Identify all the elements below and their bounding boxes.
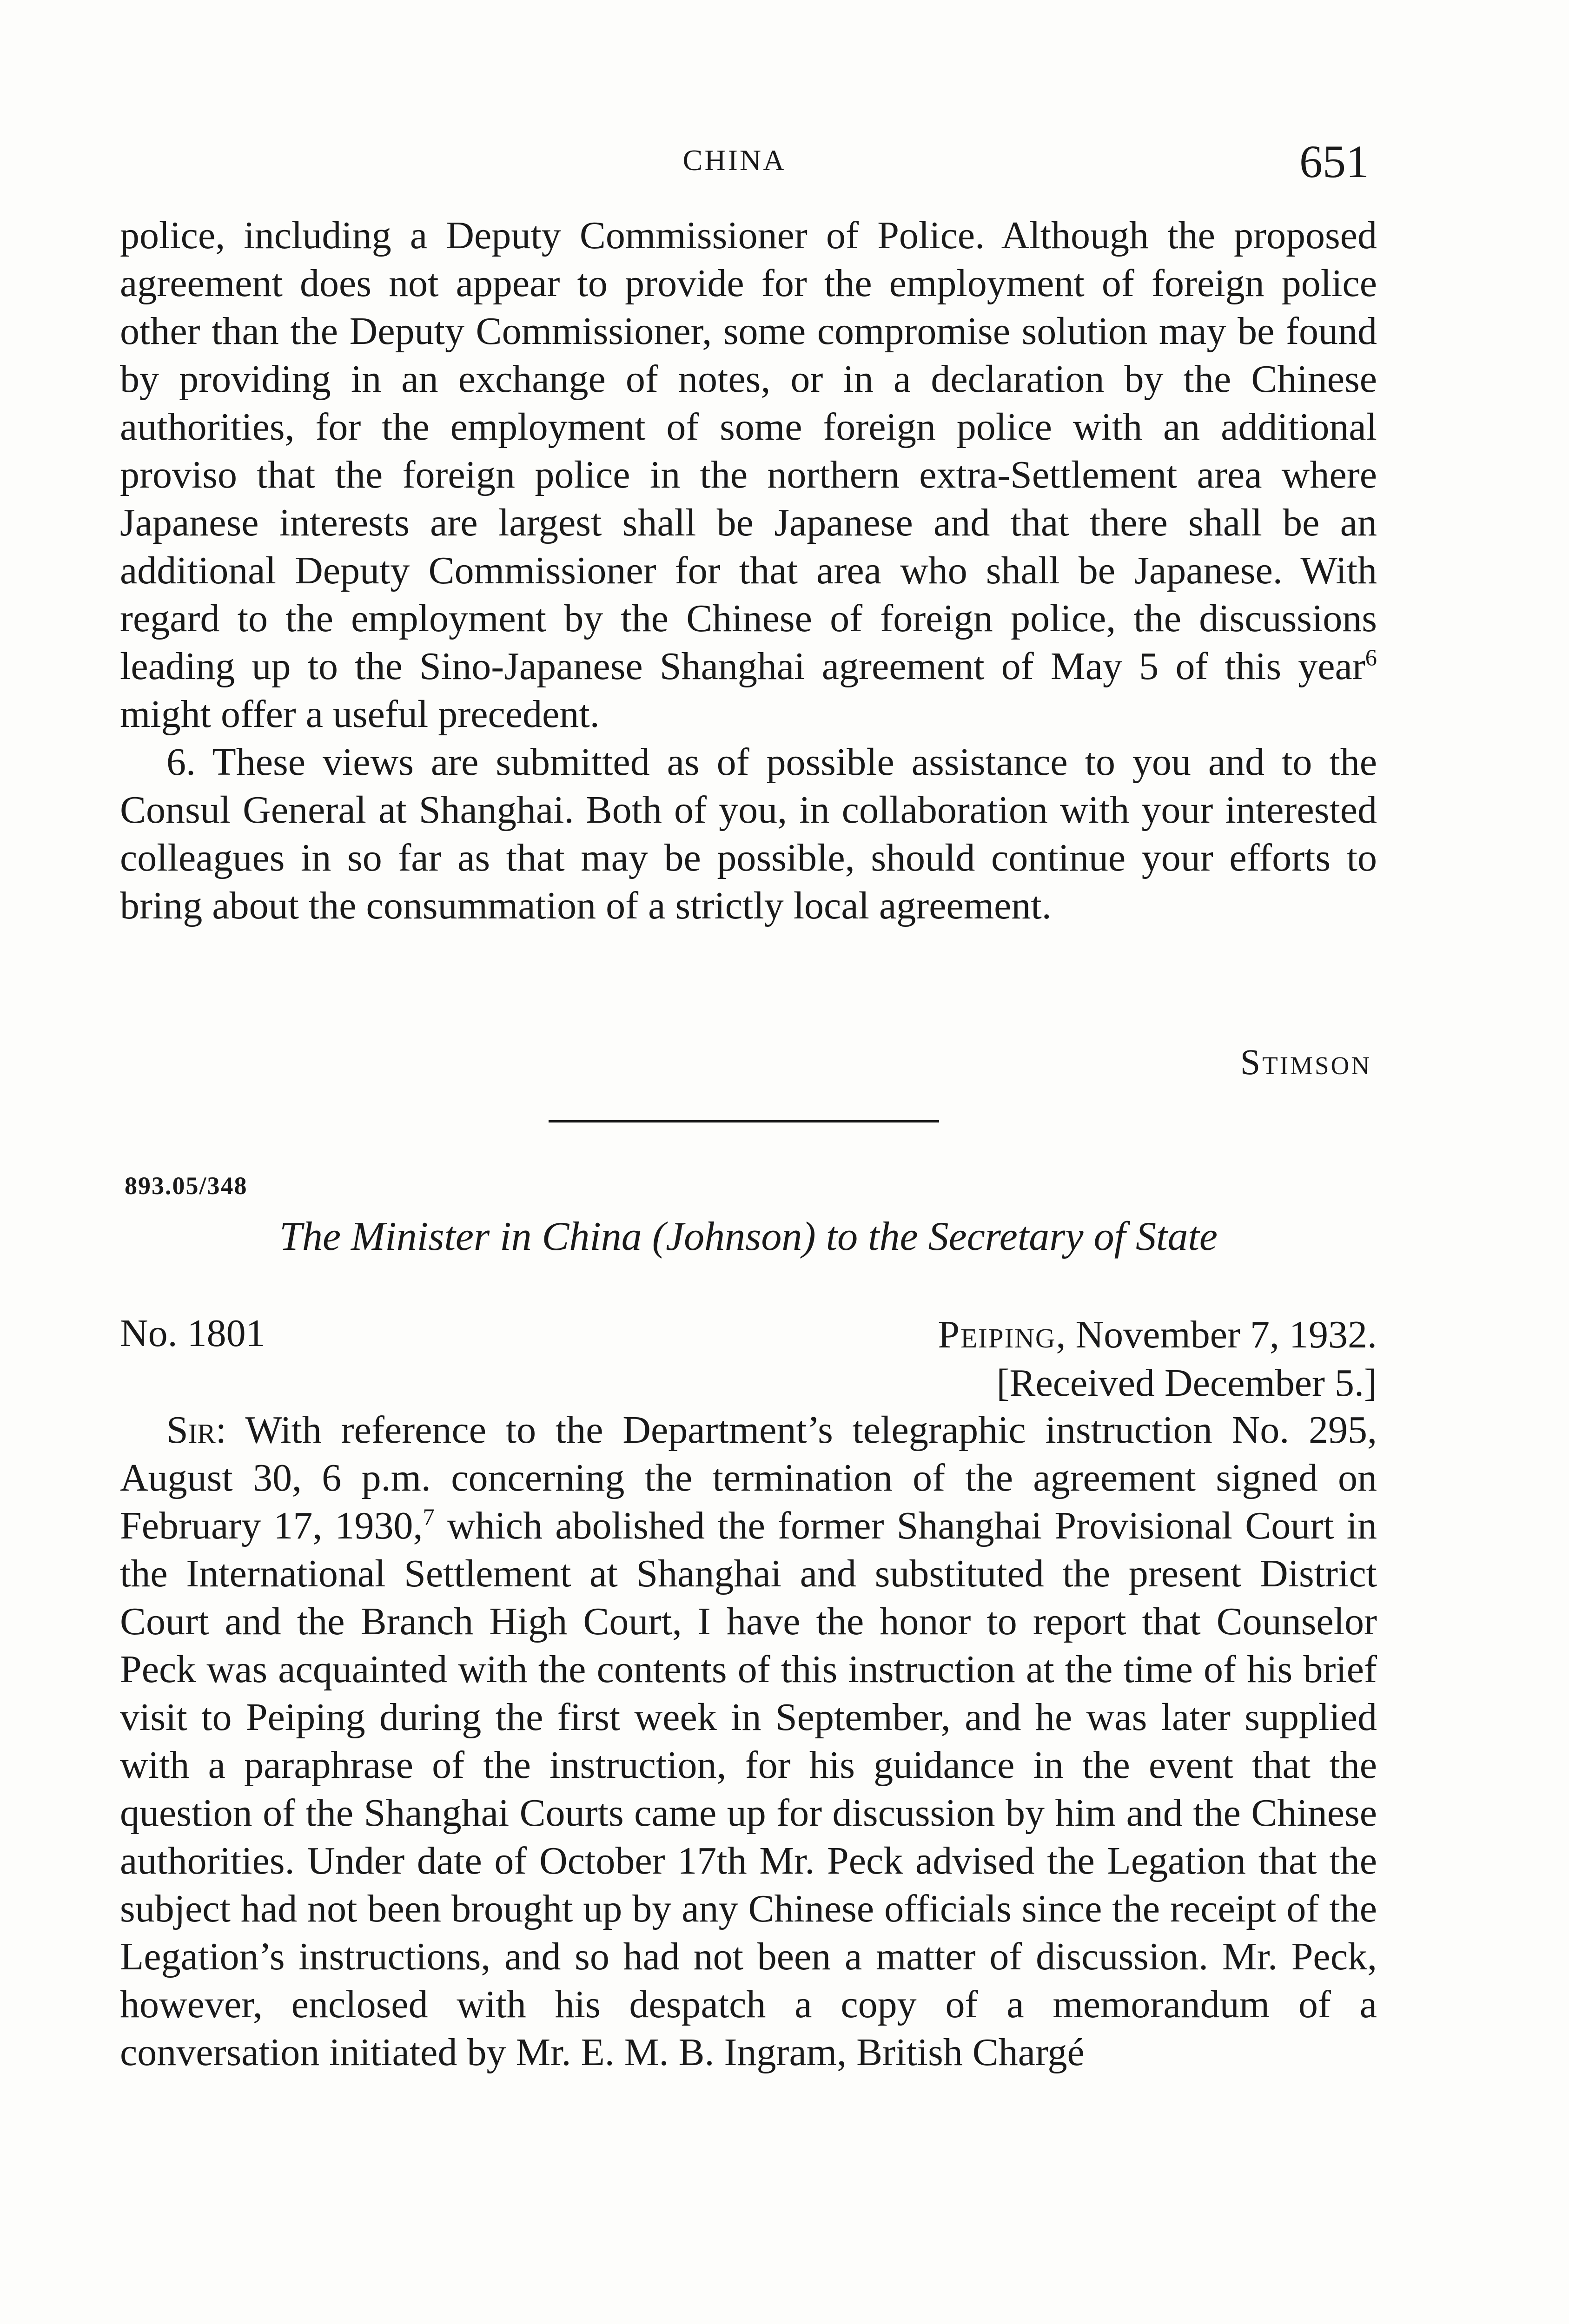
signature: Stimson (1240, 1042, 1371, 1082)
footnote-ref-6: 6 (1365, 645, 1377, 671)
running-head (0, 135, 1569, 191)
document-body (120, 1406, 1377, 2076)
paragraph-6: 6. These views are submitted as of possible assistance to you and to the Consul General at Shanghai. Both of you, in collaboration with your interested colleagues in so far as that may be possible, should continue your efforts to bring about the consummation of a strictly local agreement. (120, 740, 1377, 927)
continuation-paragraph-end: might offer a useful precedent. (120, 693, 600, 736)
body-paragraph (120, 1406, 1377, 2076)
continuation-text (120, 211, 1377, 930)
body-text-part-2: which abolished the former Shanghai Provisional Court in the International Settlement at Shanghai and substituted the present District Court and the Branch High Court, I have the honor to report that Counselor Peck was acquainted with the contents of this instruction at the time of his brief visit to Peiping during the first week in September, and he was later supplied with a paraphrase of the instruction, for his guidance in the event that the question of the Shanghai Courts came up for discussion by him and the Chinese authorities. Under date of October 17th Mr. Peck advised the Legation that the subject had not been brought up by any Chinese officials since the receipt of the Legation’s instructions, and so had not been a matter of discussion. Mr. Peck, however, enclosed with his despatch a copy of a memorandum of a conversation initiated by Mr. E. M. B. Ingram, British Chargé (120, 1504, 1377, 2074)
continuation-paragraph (120, 211, 1377, 738)
place-date (938, 1311, 1377, 1359)
file-number: 893.05/348 (125, 1172, 248, 1200)
section-divider (549, 1120, 939, 1122)
continuation-paragraph-text: police, including a Deputy Commissioner of Police. Although the proposed agreement does not appear to provide for the employment of foreign police other than the Deputy Commissioner, some compromise solution may be found by providing in an exchange of notes, or in a declaration by the Chinese authorities, for the employment of some foreign police with an additional proviso that the foreign police in the northern extra-Settlement area where Japanese interests are largest shall be Japanese and that there shall be an additional Deputy Commissioner for that area who shall be Japanese. With regard to the employment by the Chinese of foreign police, the discussions leading up to the Sino-Japanese Shanghai agreement of May 5 of this year (120, 214, 1377, 688)
dateline (938, 1311, 1377, 1407)
page-number: 651 (1299, 136, 1369, 187)
date: , November 7, 1932. (1056, 1313, 1377, 1356)
place: Peiping (938, 1313, 1056, 1356)
running-head-title: CHINA (682, 144, 787, 177)
document-title: The Minister in China (Johnson) to the Secretary of State (279, 1214, 1218, 1259)
body-text-part-1: : With reference to the Department’s telegraphic instruction No. 295, August 30, 6 p.m. concerning the termination of the agreement signed on February 17, 1930, (120, 1408, 1377, 1547)
salutation: Sir (166, 1408, 216, 1452)
footnote-ref-7: 7 (423, 1504, 435, 1530)
document-number: No. 1801 (120, 1312, 265, 1355)
received-date: [Received December 5.] (996, 1361, 1377, 1405)
